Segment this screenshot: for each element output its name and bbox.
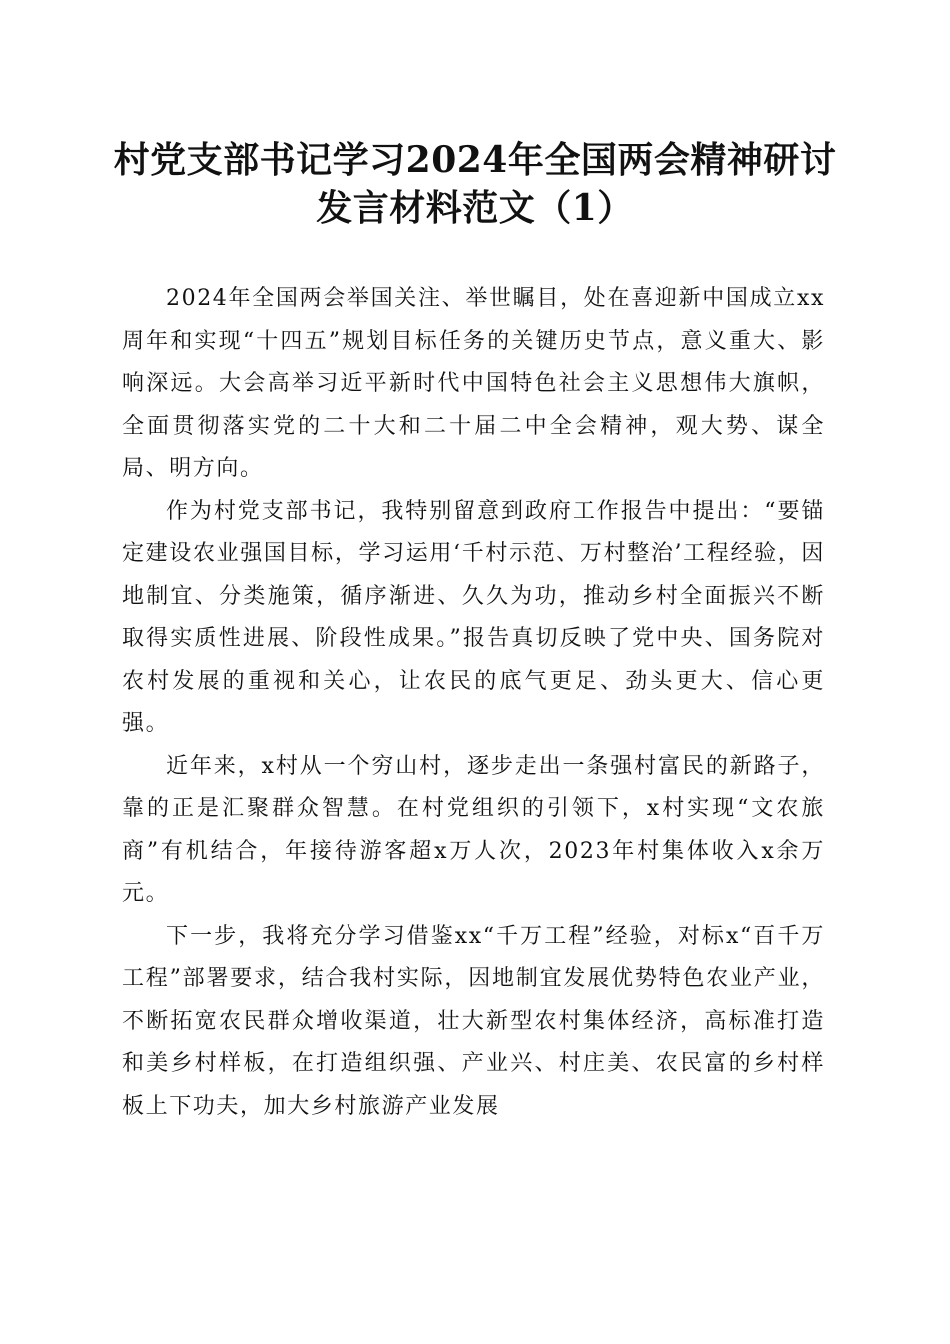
paragraph-2: 作为村党支部书记，我特别留意到政府工作报告中提出：“要锚定建设农业强国目标，学习运用‘千村示范、万村整治’工程经验，因地制宜、分类施策，循序渐进、久久为功，推动乡村全面振兴不断取得实质性进展、阶段性成果。”报告真切反映了党中央、国务院对农村发展的重视和关心，让农民的底气更足、劲头更大、信心更强。 xyxy=(122,498,825,736)
title-line-2: 发言材料范文（1） xyxy=(316,187,634,229)
document-body xyxy=(122,278,825,1128)
title-line-1: 村党支部书记学习2024年全国两会精神研讨 xyxy=(113,139,837,181)
paragraph-4: 下一步，我将充分学习借鉴xx“千万工程”经验，对标x“百千万工程”部署要求，结合我村实际，因地制宜发展优势特色农业产业，不断拓宽农民群众增收渠道，壮大新型农村集体经济，高标准打造和美乡村样板，在打造组织强、产业兴、村庄美、农民富的乡村样板上下功夫，加大乡村旅游产业发展 xyxy=(122,923,825,1119)
paragraph-3: 近年来，x村从一个穷山村，逐步走出一条强村富民的新路子，靠的正是汇聚群众智慧。在村党组织的引领下，x村实现“文农旅商”有机结合，年接待游客超x万人次，2023年村集体收入x余万元。 xyxy=(122,753,825,906)
paragraph-1: 2024年全国两会举国关注、举世瞩目，处在喜迎新中国成立xx周年和实现“十四五”规划目标任务的关键历史节点，意义重大、影响深远。大会高举习近平新时代中国特色社会主义思想伟大旗帜，全面贯彻落实党的二十大和二十届二中全会精神，观大势、谋全局、明方向。 xyxy=(122,286,825,481)
document-title xyxy=(100,136,850,232)
